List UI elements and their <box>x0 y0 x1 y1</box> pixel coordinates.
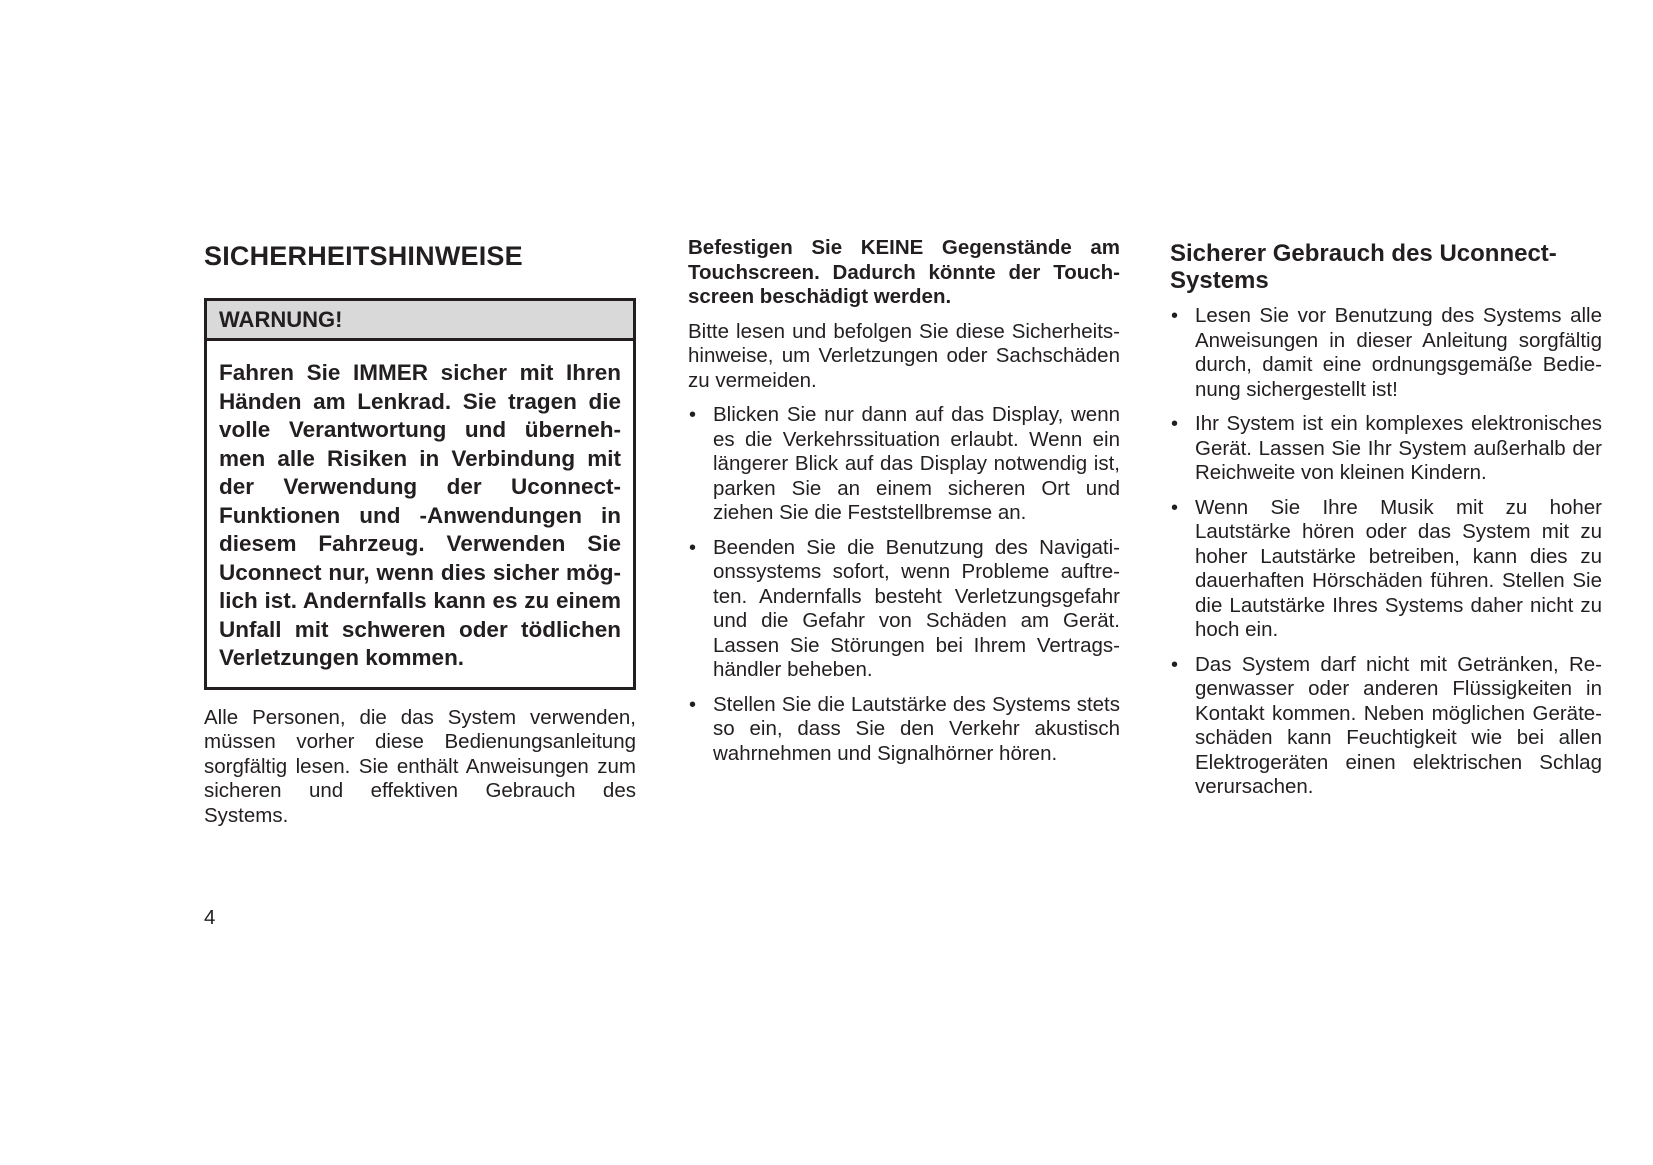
list-item-text: Ihr System ist ein komplexes elektronisches Gerät. Lassen Sie Ihr System außerhalb der Reichweite von kleinen Kindern. <box>1195 412 1602 484</box>
safety-bullet-list <box>688 403 1120 766</box>
list-item-text: Das System darf nicht mit Getränken, Regenwasser oder anderen Flüssigkeiten in Kontakt kommen. Neben möglichen Geräteschäden kann Feuchtigkeit wie bei allen Elektrogeräten einen elektrischen Schlag verursachen. <box>1195 652 1602 798</box>
safety-intro-paragraph: Bitte lesen und befolgen Sie diese Sicherheitshinweise, um Verletzungen oder Sachschäden zu vermeiden. <box>688 319 1120 392</box>
intro-paragraph: Alle Personen, die das System verwenden, müssen vorher diese Bedienungsanleitung sorgfältig lesen. Sie enthält Anweisungen zum sicheren und effektiven Gebrauch des Systems. <box>204 705 636 827</box>
list-item <box>688 403 1120 526</box>
left-column <box>204 236 636 828</box>
section-heading: Sicherer Gebrauch des Uconnect-Systems <box>1170 240 1557 294</box>
list-item-text: Stellen Sie die Lautstärke des Systems stets so ein, dass Sie den Verkehr akustisch wahrnehmen und Signalhörner hören. <box>713 692 1120 765</box>
list-item-text: Blicken Sie nur dann auf das Display, wenn es die Verkehrssituation erlaubt. Wenn ein längerer Blick auf das Display notwendig ist, parken Sie an einem sicheren Ort und ziehen Sie die Feststellbremse an. <box>713 403 1120 524</box>
list-item <box>1170 412 1602 486</box>
bullet-icon: • <box>689 404 697 426</box>
list-item <box>688 536 1120 683</box>
list-item <box>1170 653 1602 800</box>
list-item <box>1170 304 1602 402</box>
page-title: SICHERHEITSHINWEISE <box>204 241 523 271</box>
middle-column <box>688 236 1120 766</box>
list-item <box>1170 496 1602 643</box>
touchscreen-notice: Befestigen Sie KEINE Gegenstände am Touchscreen. Dadurch könnte der Touchscreen beschädigt werden. <box>688 236 1120 308</box>
bullet-icon: • <box>1171 305 1179 327</box>
page-number: 4 <box>204 906 216 929</box>
bullet-icon: • <box>689 693 697 716</box>
bullet-icon: • <box>689 536 697 559</box>
list-item-text: Wenn Sie Ihre Musik mit zu hoher Lautstärke hören oder das System mit zu hoher Lautstärke betreiben, kann dies zu dauerhaften Hörschäden führen. Stellen Sie die Lautstärke Ihres Systems daher nicht zu hoch ein. <box>1195 495 1602 641</box>
bullet-icon: • <box>1171 653 1179 676</box>
usage-bullet-list <box>1170 304 1602 800</box>
bullet-icon: • <box>1171 496 1179 519</box>
warning-text: Fahren Sie IMMER sicher mit Ihren Händen am Lenkrad. Sie tragen die volle Verantwortung und übernehmen alle Risiken in Verbindung mit der Verwendung der Uconnect-Funktionen und -Anwendungen in diesem Fahrzeug. Verwenden Sie Uconnect nur, wenn dies sicher möglich ist. Andernfalls kann es zu einem Unfall mit schweren oder tödlichen Verletzungen kommen. <box>219 360 621 670</box>
list-item-text: Lesen Sie vor Benutzung des Systems alle Anweisungen in dieser Anleitung sorgfältig durch, damit eine ordnungsgemäße Bedienung sichergestellt ist! <box>1195 304 1602 401</box>
warning-heading: WARNUNG! <box>207 301 633 341</box>
right-column <box>1170 236 1602 800</box>
bullet-icon: • <box>1171 413 1179 435</box>
warning-box <box>204 298 636 690</box>
list-item-text: Beenden Sie die Benutzung des Navigationssystems sofort, wenn Probleme auftreten. Andernfalls besteht Verletzungsgefahr und die Gefahr von Schäden am Gerät. Lassen Sie Störungen bei Ihrem Vertragshändler beheben. <box>713 535 1120 681</box>
list-item <box>688 693 1120 767</box>
